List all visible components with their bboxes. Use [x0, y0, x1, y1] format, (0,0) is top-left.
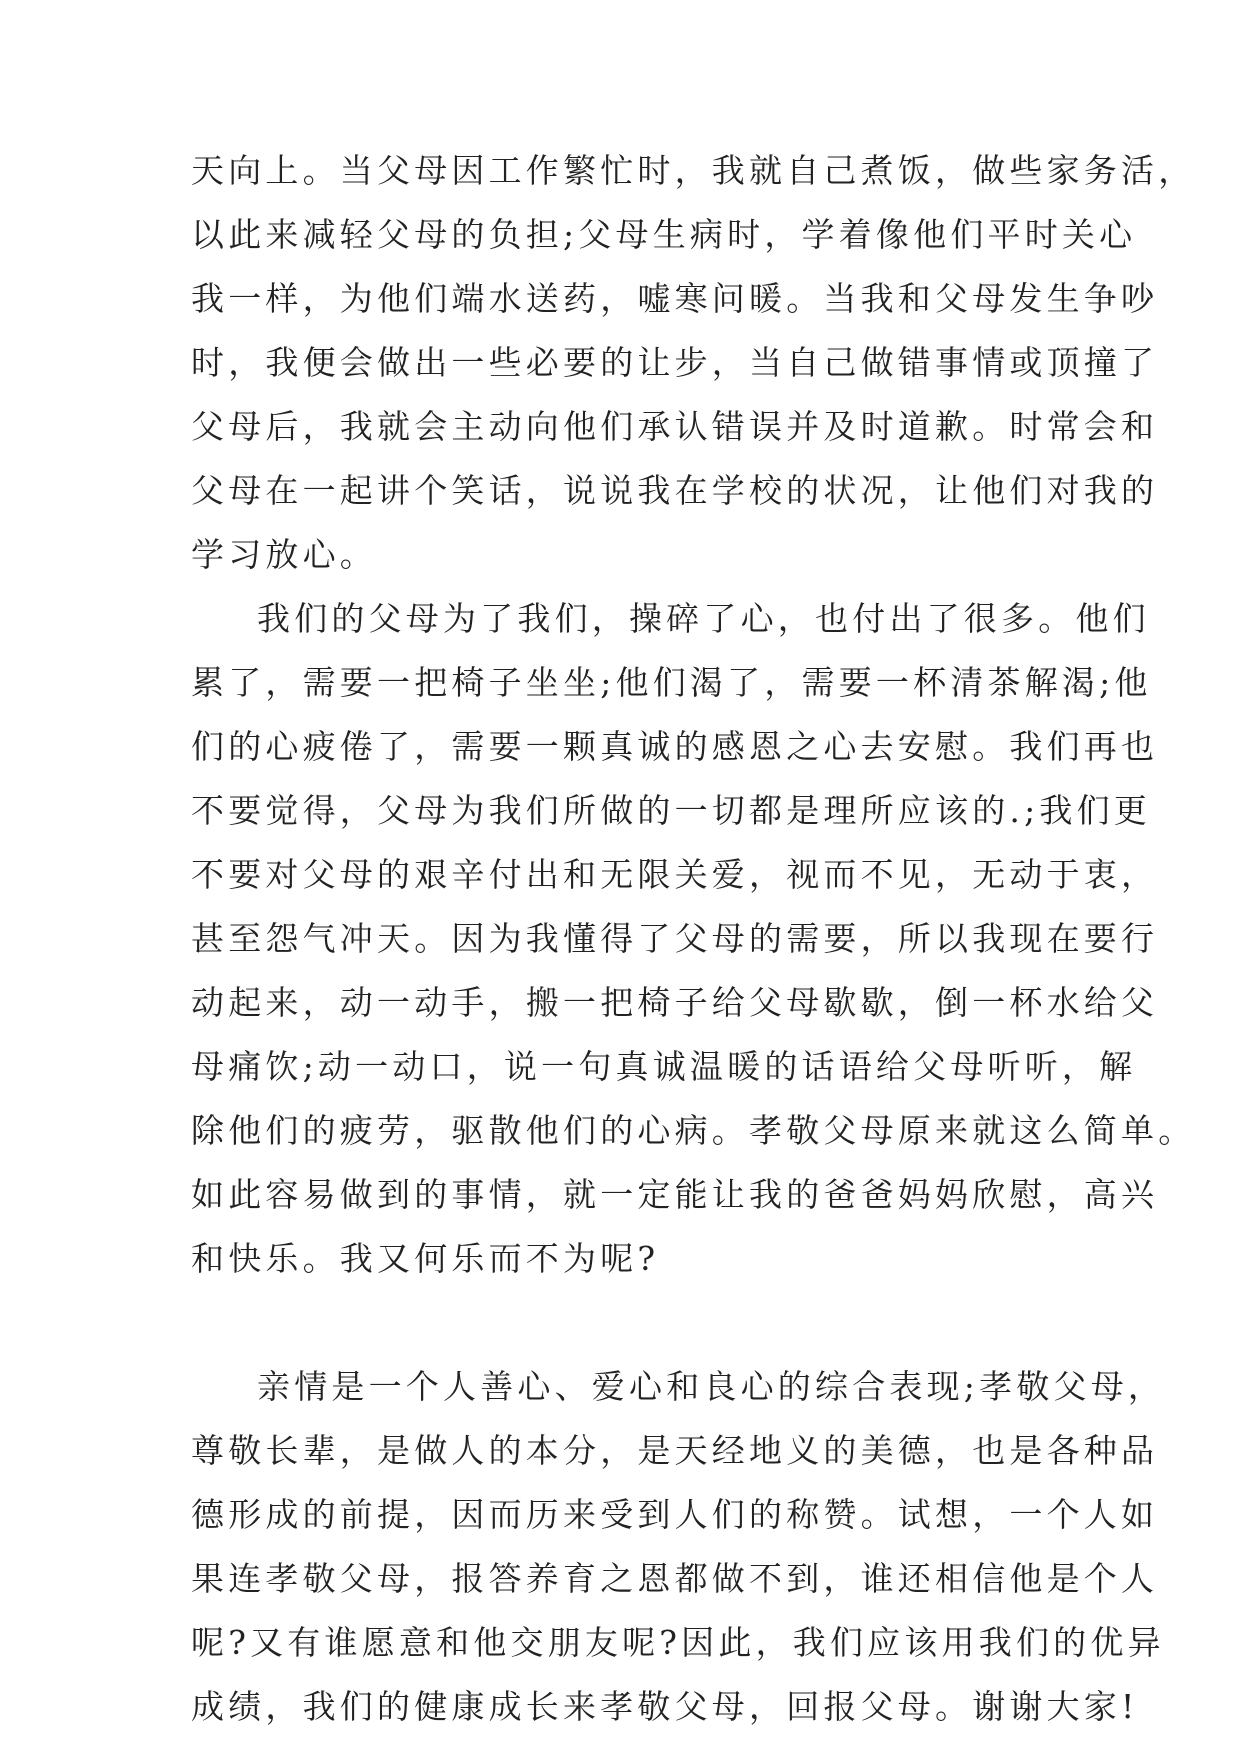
text-line: 我一样，为他们端水送药，嘘寒问暖。当我和父母发生争吵 [191, 279, 1159, 318]
text-line: 天向上。当父母因工作繁忙时，我就自己煮饭，做些家务活， [191, 151, 1196, 190]
paragraph-2 [191, 598, 1196, 1343]
text-line: 父母在一起讲个笑话，说说我在学校的状况，让他们对我的 [191, 471, 1159, 510]
text-line: 成绩，我们的健康成长来孝敬父母，回报父母。谢谢大家! [191, 1687, 1139, 1726]
text-line: 德形成的前提，因而历来受到人们的称赞。试想，一个人如 [191, 1495, 1159, 1534]
text-line: 果连孝敬父母，报答养育之恩都做不到，谁还相信他是个人 [191, 1559, 1159, 1598]
text-line: 以此来减轻父母的负担;父母生病时，学着像他们平时关心 [191, 215, 1137, 254]
text-line: 不要觉得，父母为我们所做的一切都是理所应该的.;我们更 [191, 791, 1152, 830]
text-line: 们的心疲倦了，需要一颗真诚的感恩之心去安慰。我们再也 [191, 727, 1159, 766]
text-line: 甚至怨气冲天。因为我懂得了父母的需要，所以我现在要行 [191, 919, 1159, 958]
text-line: 母痛饮;动一动口，说一句真诚温暖的话语给父母听听，解 [191, 1047, 1137, 1086]
document-body [191, 150, 1196, 1750]
text-line: 如此容易做到的事情，就一定能让我的爸爸妈妈欣慰，高兴 [191, 1175, 1159, 1214]
text-line: 累了，需要一把椅子坐坐;他们渴了，需要一杯清茶解渴;他 [191, 663, 1152, 702]
text-line: 亲情是一个人善心、爱心和良心的综合表现;孝敬父母， [257, 1367, 1166, 1406]
text-line: 除他们的疲劳，驱散他们的心病。孝敬父母原来就这么简单。 [191, 1111, 1196, 1150]
text-line: 尊敬长辈，是做人的本分，是天经地义的美德，也是各种品 [191, 1431, 1159, 1470]
text-line [191, 1302, 1061, 1343]
text-line: 我们的父母为了我们，操碎了心，也付出了很多。他们 [257, 599, 1150, 638]
text-line: 不要对父母的艰辛付出和无限关爱，视而不见，无动于衷， [191, 855, 1159, 894]
text-line: 呢?又有谁愿意和他交朋友呢?因此，我们应该用我们的优异 [191, 1623, 1165, 1662]
paragraph-1 [191, 150, 1196, 575]
text-line: 学习放心。 [191, 535, 377, 574]
text-line: 时，我便会做出一些必要的让步，当自己做错事情或顶撞了 [191, 343, 1159, 382]
text-line: 和快乐。我又何乐而不为呢? [191, 1239, 660, 1278]
text-line: 动起来，动一动手，搬一把椅子给父母歇歇，倒一杯水给父 [191, 983, 1159, 1022]
text-line: 父母后，我就会主动向他们承认错误并及时道歉。时常会和 [191, 407, 1159, 446]
paragraph-3 [191, 1366, 1166, 1727]
